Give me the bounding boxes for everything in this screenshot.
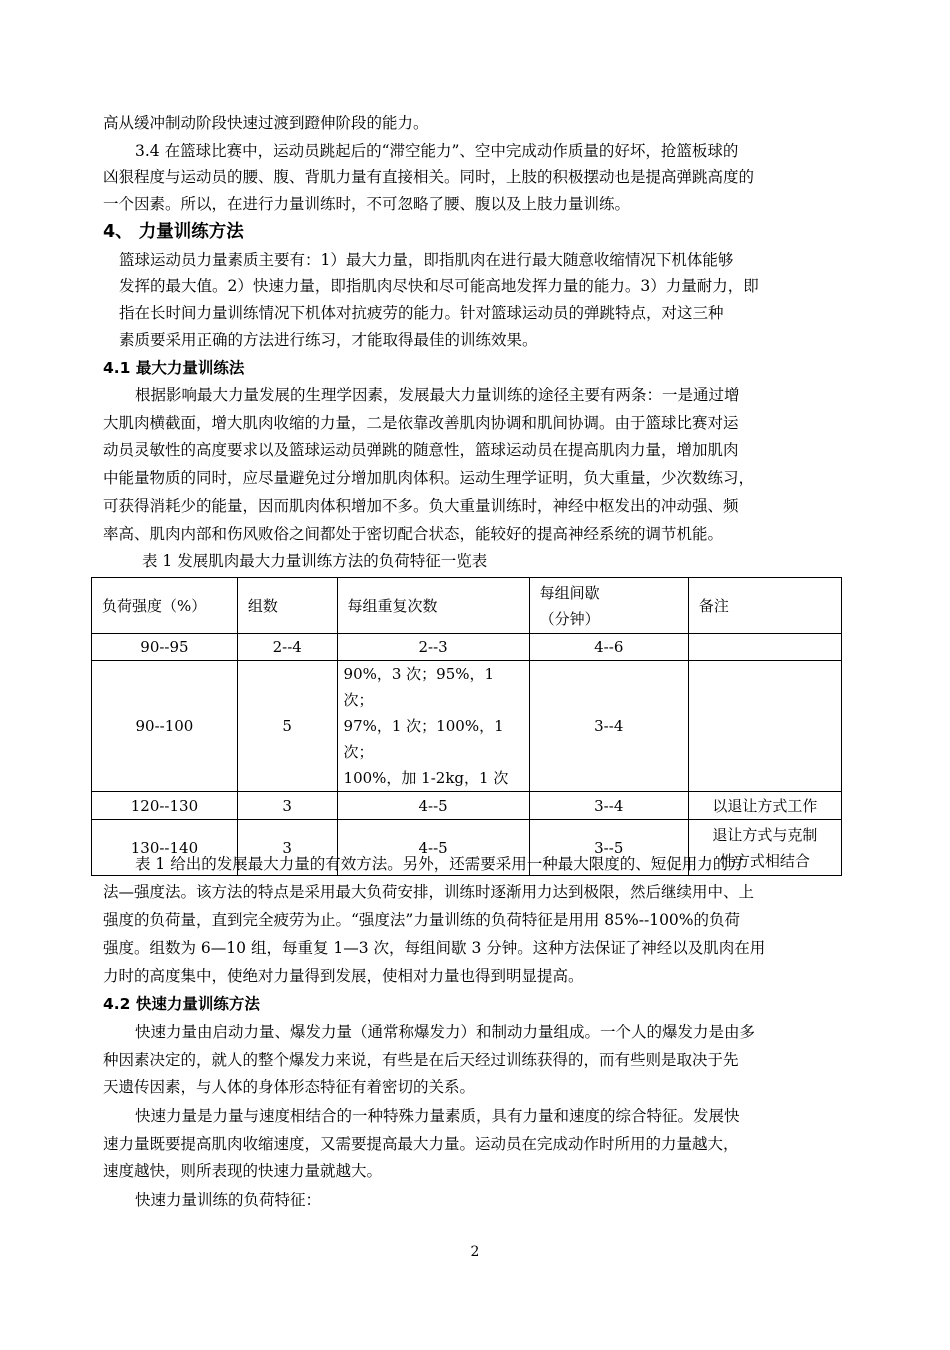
cell-reps: 4--5 xyxy=(337,820,529,876)
cell-sets: 3 xyxy=(237,820,337,876)
paragraph-line: 率高、肌肉内部和伤风败俗之间都处于密切配合状态，能较好的提高神经系统的调节机能。 xyxy=(103,525,724,543)
cell-intensity: 120--130 xyxy=(92,792,238,820)
cell-reps-line: 97%，1 次；100%，1 次； xyxy=(343,717,504,761)
header-rest-line2: （分钟） xyxy=(539,609,600,628)
header-reps: 每组重复次数 xyxy=(337,578,529,634)
paragraph-line: 快速力量是力量与速度相结合的一种特殊力量素质，具有力量和速度的综合特征。发展快 xyxy=(135,1107,740,1125)
cell-sets: 5 xyxy=(237,661,337,792)
paragraph-line: 可获得消耗少的能量，因而肌肉体积增加不多。负大重量训练时，神经中枢发出的冲动强、频 xyxy=(103,497,739,515)
section-heading-4: 4、 力量训练方法 xyxy=(103,222,244,242)
section-heading-4-1: 4.1 最大力量训练法 xyxy=(103,359,245,377)
paragraph-line: 法—强度法。该方法的特点是采用最大负荷安排，训练时逐渐用力达到极限，然后继续用中、上 xyxy=(103,883,755,901)
cell-rest: 4--6 xyxy=(529,634,688,661)
paragraph-line: 表 1 给出的发展最大力量的有效方法。另外，还需要采用一种最大限度的、短促用力的方 xyxy=(135,855,744,873)
paragraph-line: 一个因素。所以，在进行力量训练时，不可忽略了腰、腹以及上肢力量训练。 xyxy=(103,195,631,213)
cell-note: 以退让方式工作 xyxy=(688,792,841,820)
paragraph-line: 天遗传因素，与人体的身体形态特征有着密切的关系。 xyxy=(103,1078,476,1096)
header-note: 备注 xyxy=(688,578,841,634)
header-rest xyxy=(529,578,688,634)
paragraph-line: 动员灵敏性的高度要求以及篮球运动员弹跳的随意性，篮球运动员在提高肌肉力量，增加肌肉 xyxy=(103,441,739,459)
cell-note xyxy=(688,661,841,792)
cell-reps-line: 100%，加 1-2kg，1 次 xyxy=(343,769,509,787)
paragraph-line: 力时的高度集中，使绝对力量得到发展，使相对力量也得到明显提高。 xyxy=(103,967,584,985)
paragraph-line: 速力量既要提高肌肉收缩速度，又需要提高最大力量。运动员在完成动作时所用的力量越大， xyxy=(103,1135,739,1153)
paragraph-line: 指在长时间力量训练情况下机体对抗疲劳的能力。针对篮球运动员的弹跳特点，对这三种 xyxy=(119,304,724,322)
cell-rest: 3--4 xyxy=(529,661,688,792)
cell-sets: 3 xyxy=(237,792,337,820)
cell-rest: 3--4 xyxy=(529,792,688,820)
paragraph-line: 高从缓冲制动阶段快速过渡到蹬伸阶段的能力。 xyxy=(103,114,429,132)
cell-note xyxy=(688,634,841,661)
paragraph-line: 快速力量由启动力量、爆发力量（通常称爆发力）和制动力量组成。一个人的爆发力是由多 xyxy=(135,1023,756,1041)
cell-reps xyxy=(337,661,529,792)
header-rest-line1: 每组间歇 xyxy=(539,583,600,602)
paragraph-line: 强度的负荷量，直到完全疲劳为止。“强度法”力量训练的负荷特征是用用 85%--100%的负荷 xyxy=(103,911,741,929)
paragraph-line: 中能量物质的同时，应尽量避免过分增加肌肉体积。运动生理学证明，负大重量，少次数练习， xyxy=(103,469,755,487)
cell-note-line: 性方式相结合 xyxy=(719,851,810,870)
cell-intensity: 130--140 xyxy=(92,820,238,876)
table-row xyxy=(92,661,842,792)
paragraph-line: 大肌肉横截面，增大肌肉收缩的力量，二是依靠改善肌肉协调和肌间协调。由于篮球比赛对运 xyxy=(103,414,739,432)
paragraph-line: 素质要采用正确的方法进行练习，才能取得最佳的训练效果。 xyxy=(119,331,538,349)
paragraph-line: 快速力量训练的负荷特征： xyxy=(135,1191,322,1209)
cell-reps-line: 90%，3 次；95%，1 次； xyxy=(343,665,495,709)
header-sets: 组数 xyxy=(237,578,337,634)
paragraph-line: 种因素决定的，就人的整个爆发力来说，有些是在后天经过训练获得的，而有些则是取决于先 xyxy=(103,1051,739,1069)
table-row xyxy=(92,792,842,820)
paragraph-line: 3.4 在篮球比赛中，运动员跳起后的“滞空能力”、空中完成动作质量的好坏，抢篮板球的 xyxy=(135,142,739,160)
paragraph-line: 凶狠程度与运动员的腰、腹、背肌力量有直接相关。同时，上肢的积极摆动也是提高弹跳高度的 xyxy=(103,168,755,186)
cell-intensity: 90--100 xyxy=(92,661,238,792)
section-heading-4-2: 4.2 快速力量训练方法 xyxy=(103,995,260,1013)
paragraph-line: 根据影响最大力量发展的生理学因素，发展最大力量训练的途径主要有两条：一是通过增 xyxy=(135,386,740,404)
page-number: 2 xyxy=(470,1244,480,1260)
cell-reps: 2--3 xyxy=(337,634,529,661)
paragraph-line: 篮球运动员力量素质主要有：1）最大力量，即指肌肉在进行最大随意收缩情况下机体能够 xyxy=(119,251,734,269)
paragraph-line: 发挥的最大值。2）快速力量，即指肌肉尽快和尽可能高地发挥力量的能力。3）力量耐力，即 xyxy=(119,277,759,295)
cell-reps: 4--5 xyxy=(337,792,529,820)
cell-sets: 2--4 xyxy=(237,634,337,661)
cell-note-line: 退让方式与克制 xyxy=(712,825,818,844)
table-header-row xyxy=(92,578,842,634)
paragraph-line: 速度越快，则所表现的快速力量就越大。 xyxy=(103,1162,383,1180)
table-caption: 表 1 发展肌肉最大力量训练方法的负荷特征一览表 xyxy=(142,552,488,570)
cell-intensity: 90--95 xyxy=(92,634,238,661)
table-row xyxy=(92,634,842,661)
header-intensity: 负荷强度（%） xyxy=(92,578,238,634)
cell-rest: 3--5 xyxy=(529,820,688,876)
paragraph-line: 强度。组数为 6—10 组，每重复 1—3 次，每组间歇 3 分钟。这种方法保证了神经以及肌肉在用 xyxy=(103,939,766,957)
load-table xyxy=(91,577,842,876)
